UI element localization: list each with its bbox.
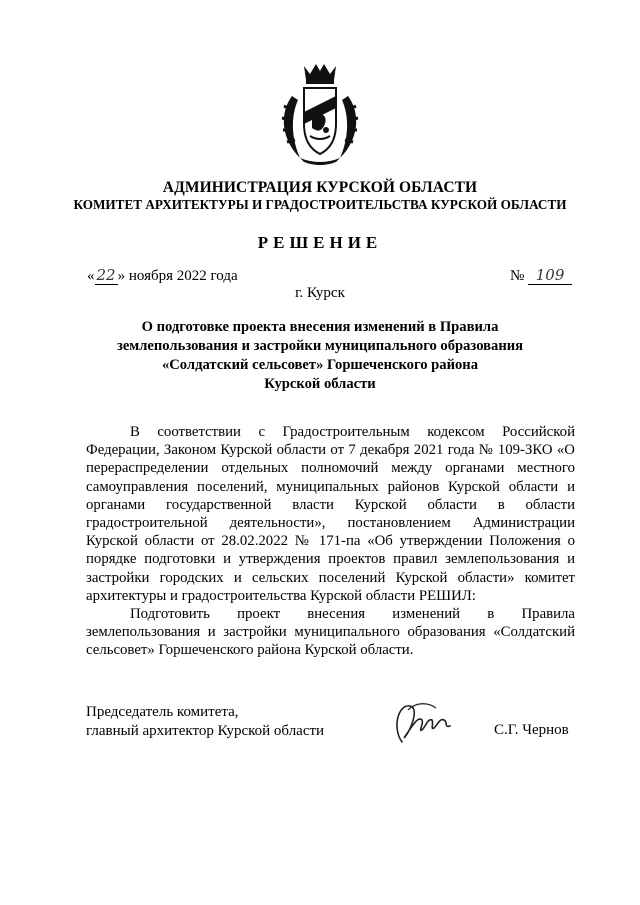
- document-body: [86, 423, 575, 660]
- subject-line: О подготовке проекта внесения изменений в Правила: [141, 319, 499, 335]
- body-paragraph: Подготовить проект внесения изменений в Правила землепользования и застройки муниципального образования «Солдатский сельсовет» Горшеченского района Курской области.: [86, 606, 575, 659]
- committee-title: КОМИТЕТ АРХИТЕКТУРЫ И ГРАДОСТРОИТЕЛЬСТВА КУРСКОЙ ОБЛАСТИ: [73, 197, 567, 212]
- signatory-title-line: главный архитектор Курской области: [86, 723, 325, 739]
- organization-title: АДМИНИСТРАЦИЯ КУРСКОЙ ОБЛАСТИ: [162, 179, 478, 196]
- signatory-name: С.Г. Чернов: [494, 722, 569, 738]
- subject-line: Курской области: [264, 376, 376, 392]
- subject-line: «Солдатский сельсовет» Горшеченского района: [161, 357, 479, 373]
- number-prefix: №: [510, 268, 529, 284]
- handwritten-signature-icon: [388, 698, 458, 746]
- date-open-quote: «: [87, 268, 95, 284]
- body-paragraph: В соответствии с Градостроительным кодексом Российской Федерации, Законом Курской области от 7 декабря 2021 года № 109-ЗКО «О перераспределении отдельных полномочий между органами местного самоуправления поселений, муниципальных районов Курской области и органами государственной власти Курской области в области градостроительной деятельности», постановлением Администрации Курской области от 28.02.2022 № 171-па «Об утверждении Положения о порядке подготовки и утверждения проектов правил землепользования и застройки городских и сельских поселений Курской области» комитет архитектуры и градостроительства Курской области РЕШИЛ:: [86, 424, 575, 604]
- signatory-title: [86, 703, 324, 741]
- date-day-handwritten: 22: [96, 266, 116, 284]
- document-number: [510, 266, 572, 285]
- signatory-title-line: Председатель комитета,: [86, 704, 239, 720]
- number-handwritten: 109: [528, 266, 572, 285]
- document-date: [87, 266, 238, 285]
- coat-of-arms-icon: [270, 62, 370, 168]
- document-type: РЕШЕНИЕ: [257, 233, 383, 252]
- date-month-year: » ноября 2022 года: [117, 268, 238, 284]
- document-subject: [110, 318, 530, 394]
- city: г. Курск: [295, 285, 345, 301]
- subject-line: землепользования и застройки муниципального образования: [116, 338, 524, 354]
